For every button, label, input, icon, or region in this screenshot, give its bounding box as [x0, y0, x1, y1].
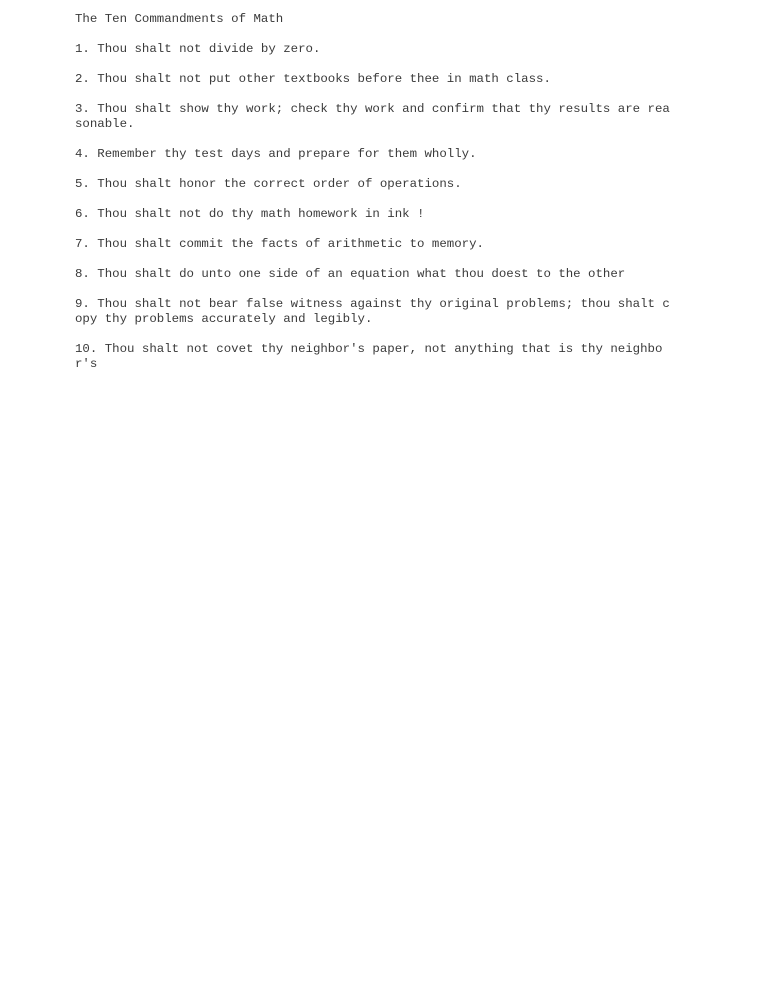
commandment-10: 10. Thou shalt not covet thy neighbor's paper, not anything that is thy neighbor's — [75, 342, 663, 371]
commandments-list — [75, 42, 675, 372]
commandment-5: 5. Thou shalt honor the correct order of operations. — [75, 177, 462, 191]
document-title: The Ten Commandments of Math — [75, 12, 284, 26]
commandment-9: 9. Thou shalt not bear false witness against thy original problems; thou shalt copy thy problems accurately and legibly. — [75, 297, 670, 326]
commandment-8: 8. Thou shalt do unto one side of an equation what thou doest to the other — [75, 267, 626, 281]
commandment-4: 4. Remember thy test days and prepare for them wholly. — [75, 147, 477, 161]
commandment-7: 7. Thou shalt commit the facts of arithmetic to memory. — [75, 237, 484, 251]
commandment-3: 3. Thou shalt show thy work; check thy work and confirm that thy results are reasonable. — [75, 102, 670, 131]
commandment-2: 2. Thou shalt not put other textbooks before thee in math class. — [75, 72, 551, 86]
commandment-6: 6. Thou shalt not do thy math homework in ink ! — [75, 207, 425, 221]
commandment-1: 1. Thou shalt not divide by zero. — [75, 42, 321, 56]
document-page — [75, 12, 675, 387]
